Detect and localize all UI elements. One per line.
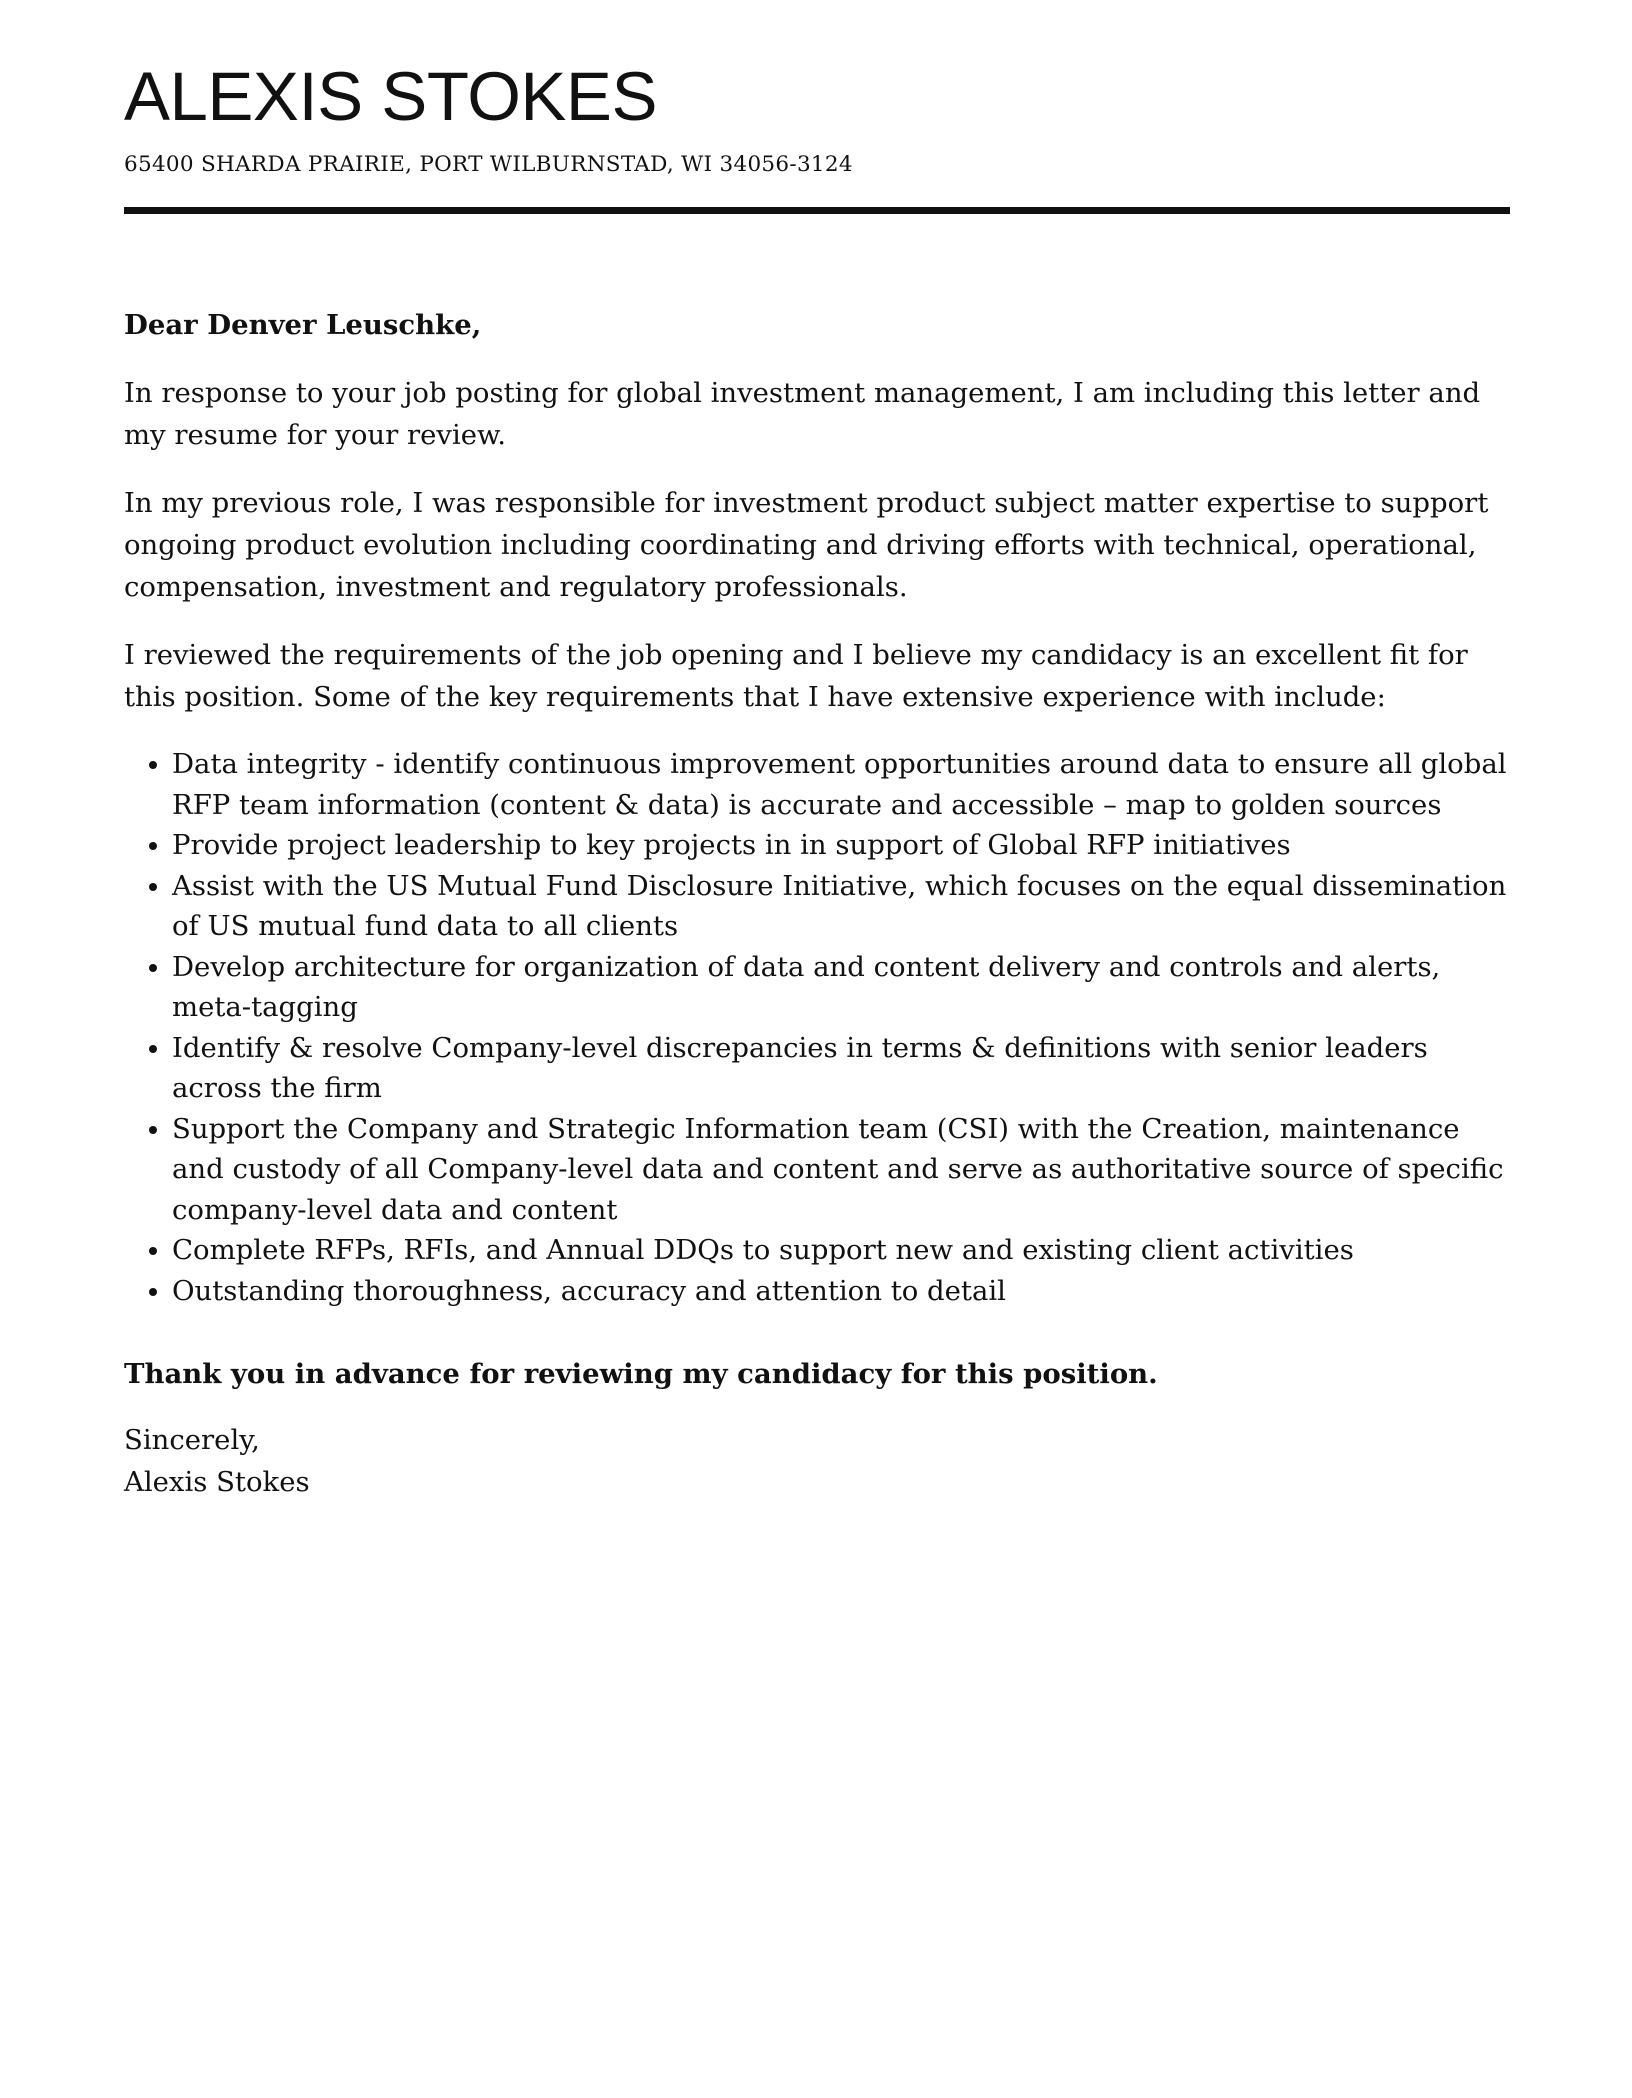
list-item: • Provide project leadership to key projects in in support of Global RFP initiatives [172, 825, 1510, 866]
salutation: Dear Denver Leuschke, [124, 309, 482, 341]
closing-statement: Thank you in advance for reviewing my candidacy for this position. [124, 1358, 1158, 1390]
paragraph-intro: In response to your job posting for global investment management, I am including this letter and my resume for your review. [124, 377, 1481, 451]
requirements-list [124, 744, 1510, 1311]
paragraph-requirements-intro: I reviewed the requirements of the job opening and I believe my candidacy is an excellent fit for this position. Some of the key requirements that I have extensive experience with include: [124, 639, 1468, 713]
list-item: • Assist with the US Mutual Fund Disclosure Initiative, which focuses on the equal dissemination of US mutual fund data to all clients [172, 866, 1510, 947]
list-item: • Data integrity - identify continuous improvement opportunities around data to ensure all global RFP team information (content & data) is accurate and accessible – map to golden sources [172, 744, 1510, 825]
list-item: • Develop architecture for organization of data and content delivery and controls and alerts, meta-tagging [172, 947, 1510, 1028]
list-item: • Complete RFPs, RFIs, and Annual DDQs to support new and existing client activities [172, 1230, 1510, 1271]
signoff: Sincerely, [124, 1424, 260, 1456]
applicant-address: 65400 SHARDA PRAIRIE, PORT WILBURNSTAD, WI 34056-3124 [124, 152, 853, 177]
signature-name: Alexis Stokes [124, 1466, 310, 1498]
paragraph-previous-role: In my previous role, I was responsible for investment product subject matter expertise to support ongoing product evolution including coordinating and driving efforts with technical, operational, compensation, investment and regulatory professionals. [124, 487, 1489, 603]
list-item: • Outstanding thoroughness, accuracy and attention to detail [172, 1271, 1510, 1312]
list-item: • Identify & resolve Company-level discrepancies in terms & definitions with senior leaders across the firm [172, 1028, 1510, 1109]
letter-body [124, 304, 1510, 1503]
header-divider [124, 207, 1510, 214]
applicant-name: ALEXIS STOKES [124, 58, 657, 135]
list-item: • Support the Company and Strategic Information team (CSI) with the Creation, maintenance and custody of all Company-level data and content and serve as authoritative source of specific company-level data and content [172, 1109, 1510, 1231]
